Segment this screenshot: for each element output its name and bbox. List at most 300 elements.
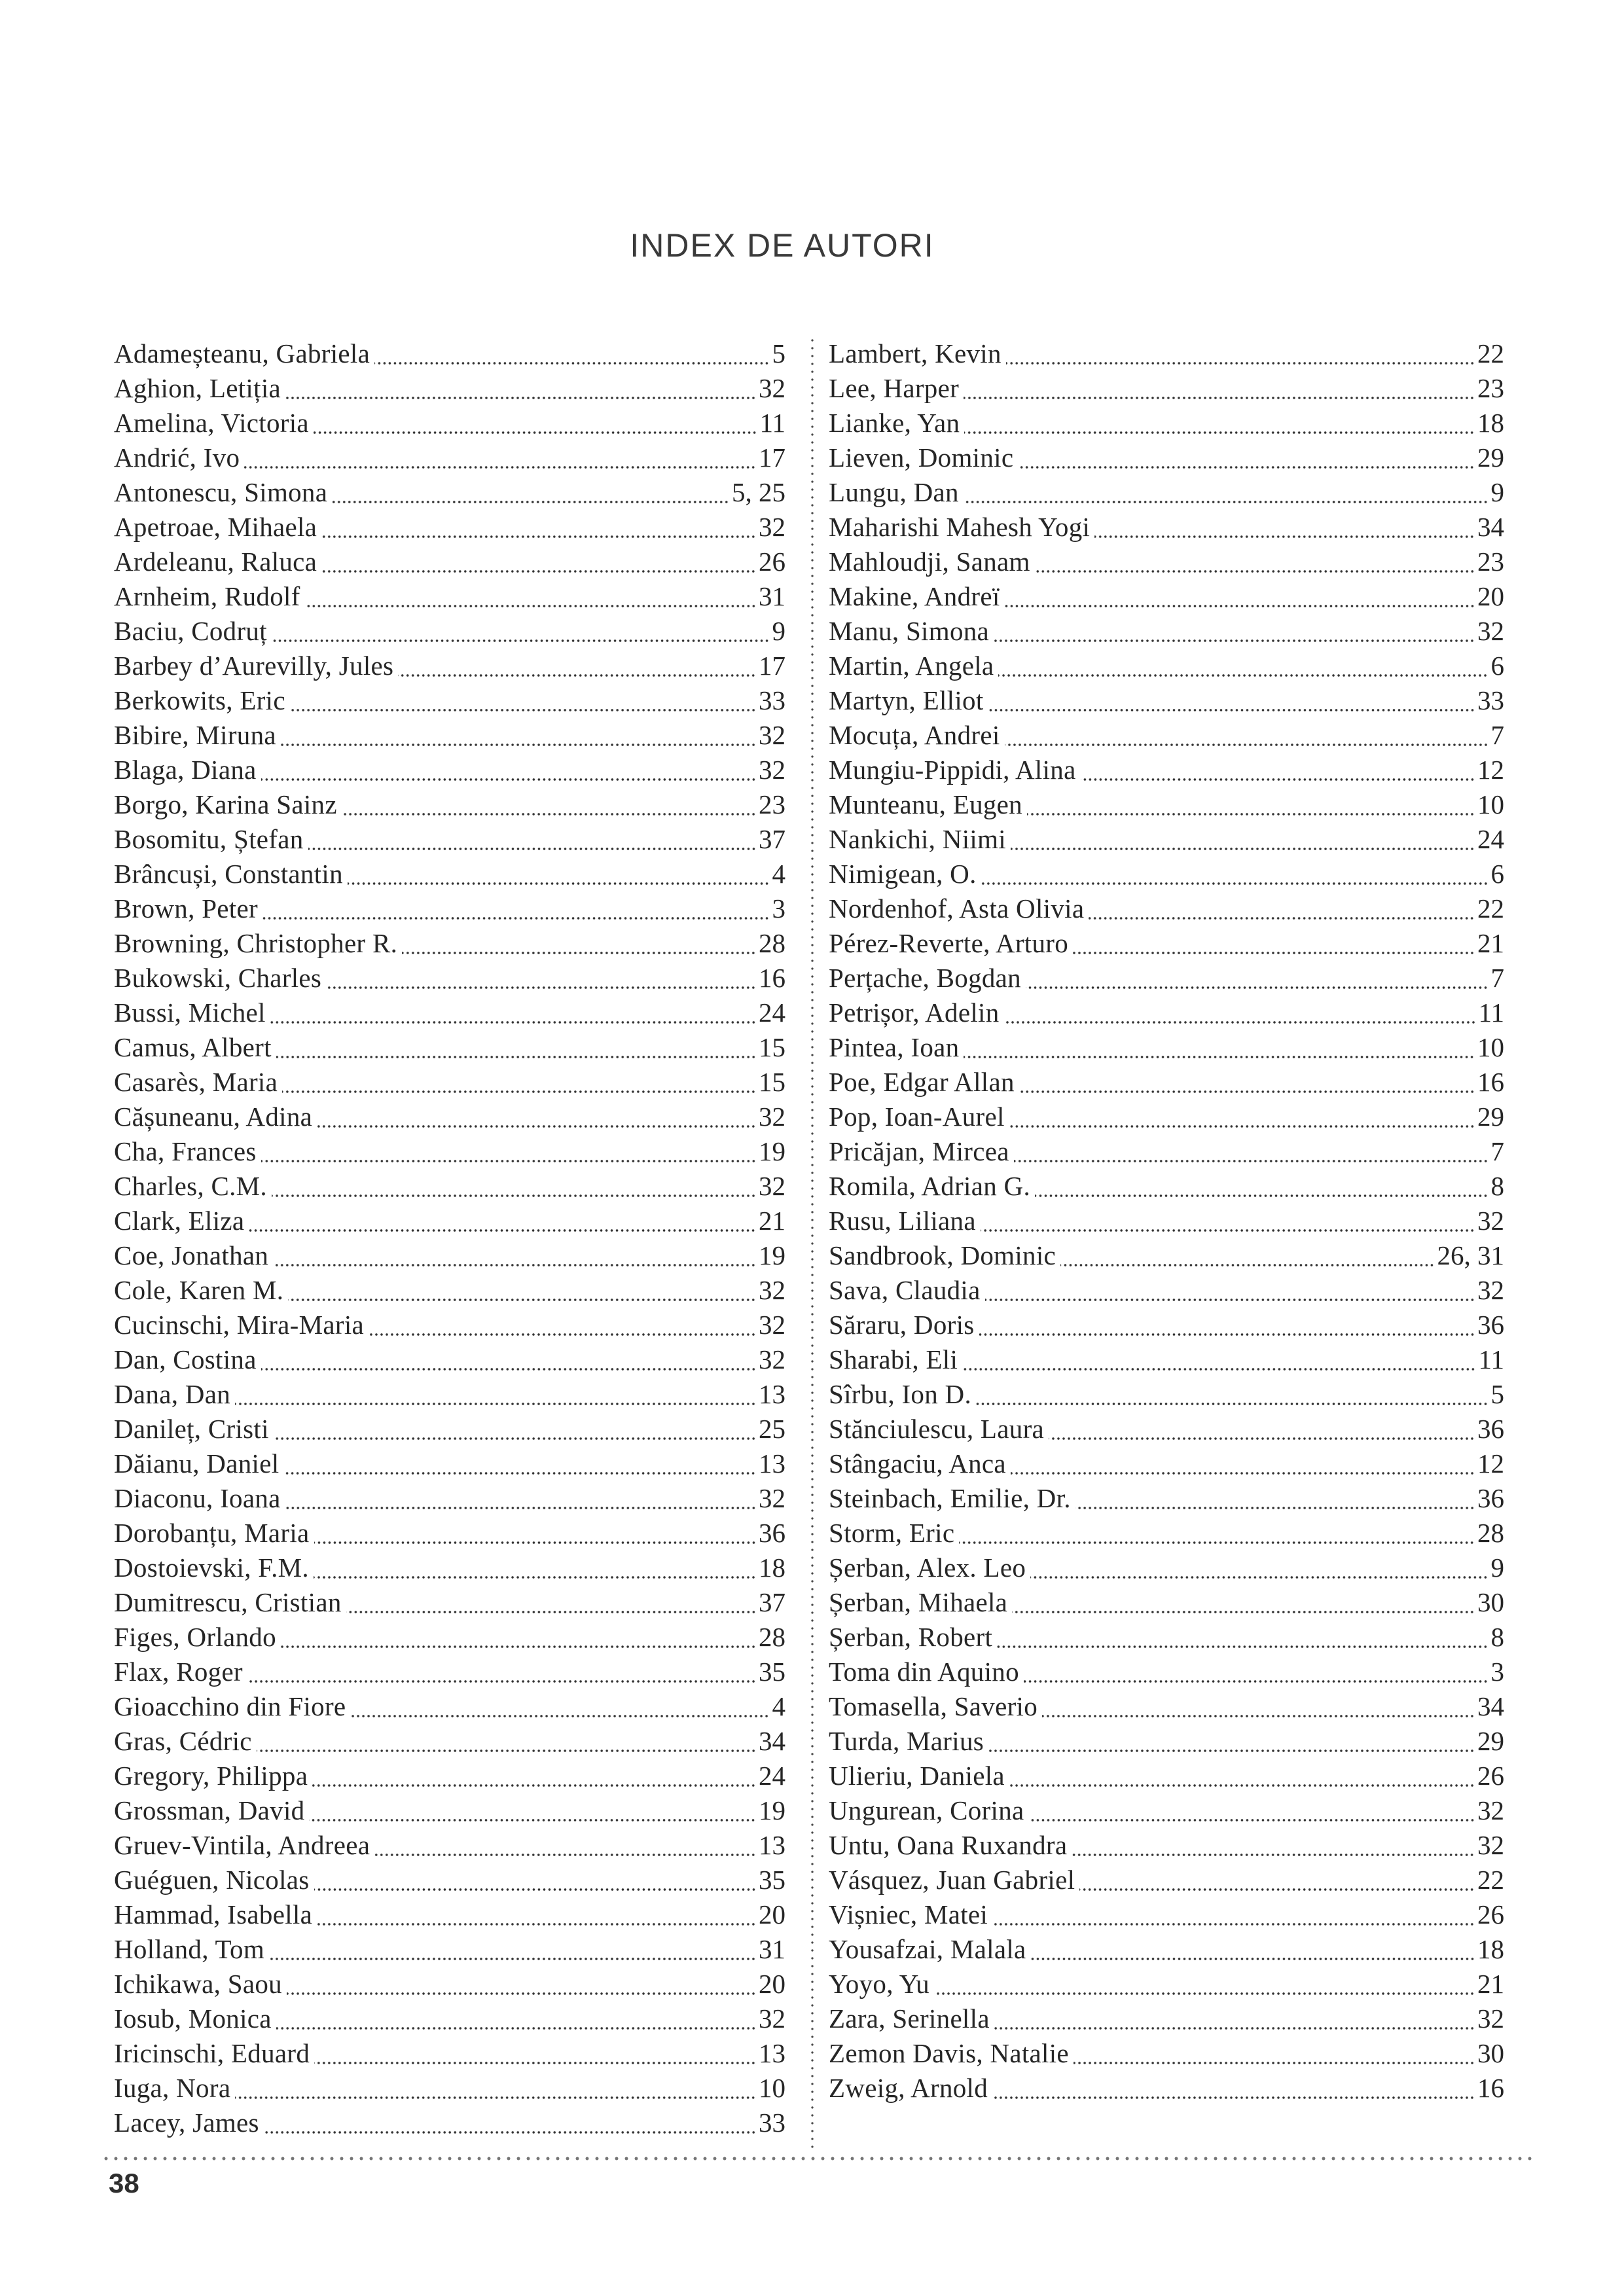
page-ref: 9 <box>772 616 785 646</box>
dot-leader <box>305 604 757 608</box>
page-ref: 36 <box>1477 1483 1504 1513</box>
page-ref: 32 <box>1477 1275 1504 1305</box>
index-entry <box>829 1377 1504 1412</box>
page-ref: 17 <box>759 442 785 473</box>
page-ref: 13 <box>759 1379 785 1409</box>
page-ref: 37 <box>759 1587 785 1617</box>
dot-leader <box>262 916 770 920</box>
page-ref: 18 <box>759 1552 785 1583</box>
dot-leader <box>1035 569 1475 573</box>
dot-leader <box>998 673 1489 677</box>
author-name: Ichikawa, Saou <box>114 1969 282 1999</box>
page-ref: 37 <box>759 824 785 854</box>
column-gap <box>785 336 829 2140</box>
dot-leader <box>981 882 1489 886</box>
author-name: Martyn, Elliot <box>829 685 984 715</box>
dot-leader <box>374 361 770 365</box>
dot-leader <box>964 1055 1475 1059</box>
author-index <box>114 336 1504 2140</box>
page-ref: 28 <box>1477 1518 1504 1548</box>
index-entry <box>829 1030 1504 1065</box>
index-entry <box>829 1897 1504 1932</box>
index-entry <box>114 2106 785 2140</box>
dot-leader <box>314 431 758 435</box>
dot-leader <box>314 1575 757 1579</box>
index-entry <box>114 1759 785 1793</box>
page-ref: 26 <box>759 547 785 577</box>
author-name: Vișniec, Matei <box>829 1899 988 1929</box>
index-entry <box>114 683 785 718</box>
index-entry <box>114 1308 785 1342</box>
dot-leader <box>994 2026 1475 2030</box>
author-name: Mocuța, Andrei <box>829 720 1000 750</box>
page-ref: 25 <box>759 1414 785 1444</box>
page-ref: 32 <box>759 512 785 542</box>
page-ref: 5 <box>772 338 785 368</box>
author-name: Storm, Eric <box>829 1518 955 1548</box>
index-entry <box>114 1655 785 1689</box>
page-ref: 32 <box>759 1344 785 1374</box>
index-entry <box>114 1724 785 1759</box>
author-name: Yoyo, Yu <box>829 1969 929 1999</box>
dot-leader <box>317 1922 757 1926</box>
dot-leader <box>244 465 757 469</box>
page-ref: 21 <box>1477 1969 1504 1999</box>
author-name: Cășuneanu, Adina <box>114 1102 313 1132</box>
index-entry <box>829 579 1504 614</box>
page-ref: 8 <box>1490 1622 1504 1652</box>
author-name: Ardeleanu, Raluca <box>114 547 317 577</box>
index-entry <box>114 1967 785 2001</box>
author-name: Dăianu, Daniel <box>114 1448 280 1479</box>
index-entry <box>829 1689 1504 1724</box>
index-entry <box>829 1967 1504 2001</box>
index-column-right <box>829 336 1504 2140</box>
dot-leader <box>342 812 757 816</box>
index-entry <box>829 1793 1504 1828</box>
dot-leader <box>1009 1124 1475 1128</box>
author-name: Dana, Dan <box>114 1379 231 1409</box>
author-name: Arnheim, Rudolf <box>114 581 300 611</box>
index-entry <box>114 1793 785 1828</box>
index-entry <box>114 406 785 440</box>
dot-leader <box>283 1471 757 1475</box>
page-ref: 32 <box>759 2003 785 2034</box>
index-entry <box>829 649 1504 683</box>
page-ref: 15 <box>759 1067 785 1097</box>
author-name: Brâncuși, Constantin <box>114 859 343 889</box>
page-ref: 36 <box>1477 1310 1504 1340</box>
page-ref: 3 <box>772 893 785 924</box>
dot-leader <box>1030 1575 1489 1579</box>
author-name: Sava, Claudia <box>829 1275 981 1305</box>
author-name: Sandbrook, Dominic <box>829 1240 1056 1270</box>
dot-leader <box>1026 986 1489 990</box>
page-ref: 9 <box>1490 1552 1504 1583</box>
author-name: Tomasella, Saverio <box>829 1691 1038 1721</box>
dot-leader <box>332 500 730 504</box>
index-entry <box>829 961 1504 996</box>
dot-leader <box>934 1992 1475 1996</box>
author-name: Brown, Peter <box>114 893 258 924</box>
author-name: Mungiu-Pippidi, Alina <box>829 755 1076 785</box>
index-entry <box>114 1238 785 1273</box>
author-name: Maharishi Mahesh Yogi <box>829 512 1091 542</box>
dot-leader <box>1024 1679 1489 1683</box>
page-ref: 19 <box>759 1240 785 1270</box>
page-ref: 34 <box>1477 512 1504 542</box>
author-name: Munteanu, Eugen <box>829 789 1022 819</box>
index-entry <box>829 475 1504 510</box>
index-entry <box>829 1446 1504 1481</box>
index-entry <box>114 1932 785 1967</box>
dot-leader <box>288 1298 757 1302</box>
index-entry <box>829 753 1504 787</box>
dot-leader <box>979 1333 1475 1336</box>
page-ref: 15 <box>759 1032 785 1062</box>
dot-leader <box>1009 1784 1475 1787</box>
dot-leader <box>994 639 1475 643</box>
author-name: Zemon Davis, Natalie <box>829 2038 1069 2068</box>
dot-leader <box>1031 1957 1475 1961</box>
dot-leader <box>314 2061 757 2065</box>
dot-leader <box>1089 916 1475 920</box>
dot-leader <box>1060 1263 1435 1267</box>
dot-leader <box>261 1367 757 1371</box>
dot-leader <box>1005 604 1475 608</box>
author-name: Casarès, Maria <box>114 1067 278 1097</box>
page-ref: 11 <box>759 408 785 438</box>
index-entry <box>114 891 785 926</box>
author-name: Guéguen, Nicolas <box>114 1865 310 1895</box>
author-name: Lungu, Dan <box>829 477 959 507</box>
index-entry <box>829 406 1504 440</box>
index-entry <box>829 822 1504 857</box>
author-name: Manu, Simona <box>829 616 990 646</box>
page-ref: 36 <box>1477 1414 1504 1444</box>
index-entry <box>829 1863 1504 1897</box>
page-ref: 29 <box>1477 1102 1504 1132</box>
author-name: Diaconu, Ioana <box>114 1483 281 1513</box>
index-entry <box>114 1689 785 1724</box>
dot-leader <box>962 1367 1476 1371</box>
dot-leader <box>1004 1020 1477 1024</box>
index-entry <box>829 545 1504 579</box>
dot-leader <box>1018 465 1475 469</box>
page-ref: 7 <box>1490 720 1504 750</box>
author-name: Ulieriu, Daniela <box>829 1761 1005 1791</box>
author-name: Makine, Andreï <box>829 581 1000 611</box>
page-ref: 19 <box>759 1136 785 1166</box>
dot-leader <box>398 673 757 677</box>
dot-leader <box>321 535 757 539</box>
dot-leader <box>270 1020 757 1024</box>
author-name: Perțache, Bogdan <box>829 963 1021 993</box>
index-entry <box>829 614 1504 649</box>
dot-leader <box>312 1784 757 1787</box>
dot-leader <box>261 778 757 781</box>
page-ref: 13 <box>759 1448 785 1479</box>
author-name: Charles, C.M. <box>114 1171 267 1201</box>
page-ref: 16 <box>1477 1067 1504 1097</box>
index-column-left <box>114 336 785 2140</box>
author-name: Lacey, James <box>114 2108 259 2138</box>
index-entry <box>114 1897 785 1932</box>
page-ref: 36 <box>759 1518 785 1548</box>
dot-leader <box>1079 1888 1475 1892</box>
index-entry <box>114 1412 785 1446</box>
index-entry <box>114 822 785 857</box>
author-name: Andrić, Ivo <box>114 442 240 473</box>
index-entry <box>829 510 1504 545</box>
author-name: Barbey d’Aurevilly, Jules <box>114 651 394 681</box>
index-entry <box>829 1759 1504 1793</box>
author-name: Toma din Aquino <box>829 1657 1019 1687</box>
dot-leader <box>276 2026 757 2030</box>
dot-leader <box>249 1229 757 1232</box>
dot-leader <box>308 847 757 851</box>
dot-leader <box>976 1402 1489 1406</box>
author-name: Pop, Ioan-Aurel <box>829 1102 1005 1132</box>
author-name: Cole, Karen M. <box>114 1275 284 1305</box>
author-name: Iricinschi, Eduard <box>114 2038 310 2068</box>
author-name: Dumitrescu, Cristian <box>114 1587 342 1617</box>
page-ref: 32 <box>759 1275 785 1305</box>
index-entry <box>829 1620 1504 1655</box>
dot-leader <box>988 708 1475 712</box>
index-entry <box>829 718 1504 753</box>
author-name: Untu, Oana Ruxandra <box>829 1830 1068 1860</box>
page-ref: 10 <box>1477 1032 1504 1062</box>
index-entry <box>114 545 785 579</box>
dot-leader <box>1073 951 1475 955</box>
dot-leader <box>273 1263 757 1267</box>
index-entry <box>114 371 785 406</box>
page-ref: 35 <box>759 1865 785 1895</box>
footer-dotted-rule <box>103 2156 1533 2161</box>
author-name: Martin, Angela <box>829 651 994 681</box>
index-entry <box>114 1342 785 1377</box>
dot-leader <box>274 1437 757 1441</box>
dot-leader <box>282 1090 757 1094</box>
page-ref: 4 <box>772 1691 785 1721</box>
page-ref: 22 <box>1477 338 1504 368</box>
dot-leader <box>321 569 757 573</box>
index-entry <box>114 1065 785 1100</box>
index-entry <box>829 1273 1504 1308</box>
page-ref: 3 <box>1490 1657 1504 1687</box>
author-name: Gregory, Philippa <box>114 1761 308 1791</box>
page-ref: 31 <box>759 581 785 611</box>
page-ref: 10 <box>759 2073 785 2103</box>
page-ref: 32 <box>759 755 785 785</box>
author-name: Baciu, Codruț <box>114 616 267 646</box>
dot-leader <box>1014 1159 1489 1163</box>
author-name: Browning, Christopher R. <box>114 928 398 958</box>
page-number: 38 <box>109 2168 139 2198</box>
index-entry <box>114 579 785 614</box>
page-ref: 32 <box>759 1483 785 1513</box>
page-ref: 32 <box>1477 1206 1504 1236</box>
column-divider-dotted-rule <box>810 338 814 2152</box>
author-name: Zweig, Arnold <box>829 2073 988 2103</box>
page-ref: 32 <box>759 1171 785 1201</box>
page-ref: 4 <box>772 859 785 889</box>
page-ref: 7 <box>1490 1136 1504 1166</box>
dot-leader <box>964 396 1475 400</box>
dot-leader <box>1029 1818 1475 1822</box>
author-name: Figes, Orlando <box>114 1622 276 1652</box>
index-entry <box>114 1446 785 1481</box>
author-name: Steinbach, Emilie, Dr. <box>829 1483 1071 1513</box>
dot-leader <box>1049 1437 1475 1441</box>
author-name: Ungurean, Corina <box>829 1795 1024 1825</box>
index-entry <box>829 440 1504 475</box>
dot-leader <box>269 1957 757 1961</box>
page-ref: 12 <box>1477 1448 1504 1479</box>
dot-leader <box>992 2096 1475 2100</box>
dot-leader <box>997 1645 1489 1649</box>
author-name: Hammad, Isabella <box>114 1899 313 1929</box>
dot-leader <box>992 1922 1475 1926</box>
dot-leader <box>326 986 757 990</box>
dot-leader <box>402 951 757 955</box>
author-name: Yousafzai, Malala <box>829 1934 1026 1964</box>
index-entry <box>829 1412 1504 1446</box>
page-ref: 28 <box>759 928 785 958</box>
index-entry <box>829 1516 1504 1551</box>
index-entry <box>114 996 785 1030</box>
page-ref: 32 <box>759 720 785 750</box>
index-entry <box>114 857 785 891</box>
dot-leader <box>1035 1194 1489 1198</box>
page-ref: 33 <box>1477 685 1504 715</box>
author-name: Lambert, Kevin <box>829 338 1001 368</box>
page-title: INDEX DE AUTORI <box>630 227 935 264</box>
index-entry <box>114 1863 785 1897</box>
author-name: Pintea, Ioan <box>829 1032 960 1062</box>
index-entry <box>114 787 785 822</box>
author-name: Pérez-Reverte, Arturo <box>829 928 1069 958</box>
dot-leader <box>314 1888 757 1892</box>
author-name: Bosomitu, Ștefan <box>114 824 304 854</box>
author-name: Nordenhof, Asta Olivia <box>829 893 1085 924</box>
index-entry <box>829 1238 1504 1273</box>
page-ref: 23 <box>759 789 785 819</box>
author-name: Săraru, Doris <box>829 1310 975 1340</box>
author-name: Zara, Serinella <box>829 2003 990 2034</box>
dot-leader <box>1042 1714 1475 1718</box>
index-entry <box>114 1551 785 1585</box>
dot-leader <box>1075 1506 1475 1510</box>
dot-leader <box>350 1714 770 1718</box>
author-name: Sîrbu, Ion D. <box>829 1379 972 1409</box>
page-ref: 7 <box>1490 963 1504 993</box>
author-name: Romila, Adrian G. <box>829 1171 1031 1201</box>
page-ref: 19 <box>759 1795 785 1825</box>
index-entry <box>114 336 785 371</box>
dot-leader <box>247 1679 757 1683</box>
page-ref: 26 <box>1477 1761 1504 1791</box>
page-ref: 6 <box>1490 651 1504 681</box>
page-ref: 31 <box>759 1934 785 1964</box>
page-ref: 17 <box>759 651 785 681</box>
page-ref: 34 <box>1477 1691 1504 1721</box>
author-name: Blaga, Diana <box>114 755 257 785</box>
dot-leader <box>1011 1471 1475 1475</box>
author-name: Gioacchino din Fiore <box>114 1691 346 1721</box>
index-entry <box>829 1134 1504 1169</box>
author-name: Vásquez, Juan Gabriel <box>829 1865 1075 1895</box>
index-entry <box>829 1724 1504 1759</box>
dot-leader <box>985 1298 1475 1302</box>
author-name: Camus, Albert <box>114 1032 272 1062</box>
page-ref: 35 <box>759 1657 785 1687</box>
dot-leader <box>348 882 770 886</box>
dot-leader <box>235 1402 757 1406</box>
author-name: Nankichi, Niimi <box>829 824 1006 854</box>
page-ref: 33 <box>759 2108 785 2138</box>
author-name: Gras, Cédric <box>114 1726 252 1756</box>
index-entry <box>829 371 1504 406</box>
dot-leader <box>317 1124 757 1128</box>
dot-leader <box>281 743 757 747</box>
author-name: Bussi, Michel <box>114 997 266 1028</box>
index-entry <box>829 1481 1504 1516</box>
page-ref: 20 <box>759 1969 785 1999</box>
index-entry <box>114 1273 785 1308</box>
author-name: Flax, Roger <box>114 1657 243 1687</box>
index-entry <box>114 961 785 996</box>
dot-leader <box>281 1645 757 1649</box>
author-name: Dan, Costina <box>114 1344 257 1374</box>
author-name: Turda, Marius <box>829 1726 984 1756</box>
dot-leader <box>981 1229 1475 1232</box>
page-ref: 20 <box>1477 581 1504 611</box>
index-entry <box>829 1585 1504 1620</box>
index-entry <box>829 996 1504 1030</box>
page-ref: 18 <box>1477 1934 1504 1964</box>
author-name: Borgo, Karina Sainz <box>114 789 337 819</box>
dot-leader <box>959 1541 1475 1545</box>
index-entry <box>829 857 1504 891</box>
dot-leader <box>374 1853 757 1857</box>
page-ref: 30 <box>1477 1587 1504 1617</box>
page-ref: 24 <box>1477 824 1504 854</box>
author-name: Lieven, Dominic <box>829 442 1014 473</box>
page-ref: 12 <box>1477 755 1504 785</box>
index-entry <box>829 683 1504 718</box>
author-name: Coe, Jonathan <box>114 1240 269 1270</box>
author-name: Iosub, Monica <box>114 2003 272 2034</box>
author-name: Berkowits, Eric <box>114 685 285 715</box>
page-ref: 22 <box>1477 893 1504 924</box>
author-name: Petrișor, Adelin <box>829 997 1000 1028</box>
dot-leader <box>1072 1853 1475 1857</box>
page-ref: 32 <box>1477 2003 1504 2034</box>
page-ref: 34 <box>759 1726 785 1756</box>
page-ref: 26, 31 <box>1437 1240 1504 1270</box>
dot-leader <box>272 1194 757 1198</box>
index-entry <box>114 1516 785 1551</box>
index-entry <box>829 891 1504 926</box>
index-entry <box>114 1585 785 1620</box>
author-name: Șerban, Mihaela <box>829 1587 1008 1617</box>
index-entry <box>114 1134 785 1169</box>
index-entry <box>829 2071 1504 2106</box>
index-entry <box>114 614 785 649</box>
dot-leader <box>276 1055 757 1059</box>
